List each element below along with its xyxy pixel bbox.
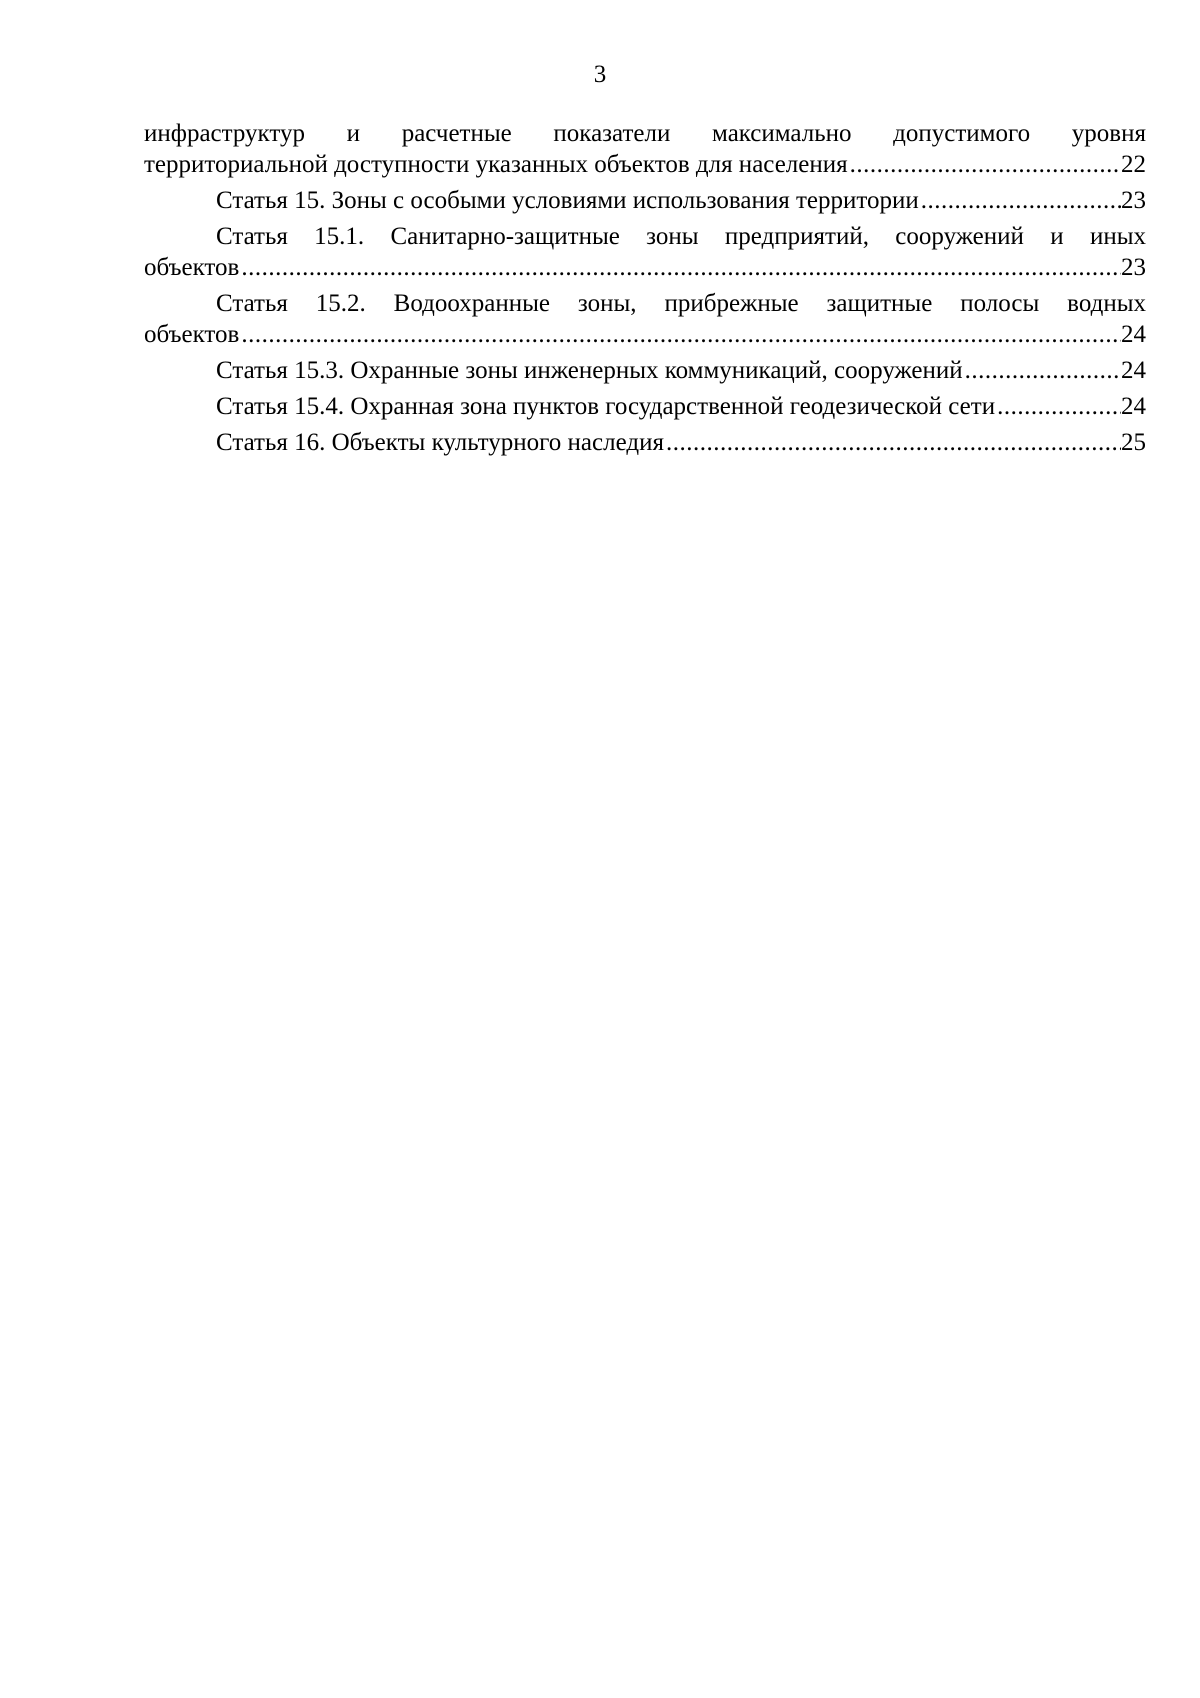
toc-page-number: 23 (1121, 187, 1146, 214)
toc-entry-text: территориальной доступности указанных объектов для населения (144, 151, 848, 178)
table-of-contents (144, 118, 1146, 458)
toc-page-number: 24 (1121, 321, 1146, 348)
toc-entry-text: Статья 16. Объекты культурного наследия (216, 429, 664, 456)
dot-leader (848, 149, 1121, 180)
toc-entry-text-line: Статья 15.2. Водоохранные зоны, прибрежные защитные полосы водных (216, 290, 1146, 317)
dot-leader (664, 427, 1121, 458)
toc-page-number: 24 (1121, 393, 1146, 420)
toc-entry[interactable] (144, 427, 1146, 458)
toc-entry-text: Статья 15.3. Охранные зоны инженерных коммуникаций, сооружений (216, 357, 963, 384)
dot-leader (963, 355, 1121, 386)
toc-entry-text: объектов (144, 321, 240, 348)
toc-page-number: 23 (1121, 254, 1146, 281)
toc-entry-leader-line (144, 149, 1146, 180)
toc-entry-text: объектов (144, 254, 240, 281)
toc-entry-text: Статья 15.4. Охранная зона пунктов государственной геодезической сети (216, 393, 996, 420)
toc-entry-leader-line (144, 319, 1146, 350)
toc-entry[interactable] (144, 288, 1146, 350)
toc-entry-text: Статья 15. Зоны с особыми условиями использования территории (216, 187, 919, 214)
toc-entry-leader-line (144, 355, 1146, 386)
toc-entry[interactable] (144, 355, 1146, 386)
dot-leader (239, 319, 1121, 350)
toc-page-number: 25 (1121, 429, 1146, 456)
toc-entry-text-line: Статья 15.1. Санитарно-защитные зоны предприятий, сооружений и иных (216, 223, 1146, 250)
page-number: 3 (593, 61, 607, 88)
toc-entry-leader-line (144, 427, 1146, 458)
toc-entry[interactable] (144, 118, 1146, 180)
toc-entry-leader-line (144, 252, 1146, 283)
toc-entry-leader-line (144, 185, 1146, 216)
toc-entry-leader-line (144, 391, 1146, 422)
toc-entry[interactable] (144, 221, 1146, 283)
dot-leader (995, 391, 1121, 422)
toc-entry[interactable] (144, 391, 1146, 422)
dot-leader (239, 252, 1121, 283)
dot-leader (919, 185, 1121, 216)
toc-entry-text-line: инфраструктур и расчетные показатели максимально допустимого уровня (144, 120, 1146, 147)
toc-page-number: 22 (1121, 151, 1146, 178)
toc-entry[interactable] (144, 185, 1146, 216)
toc-page-number: 24 (1121, 357, 1146, 384)
